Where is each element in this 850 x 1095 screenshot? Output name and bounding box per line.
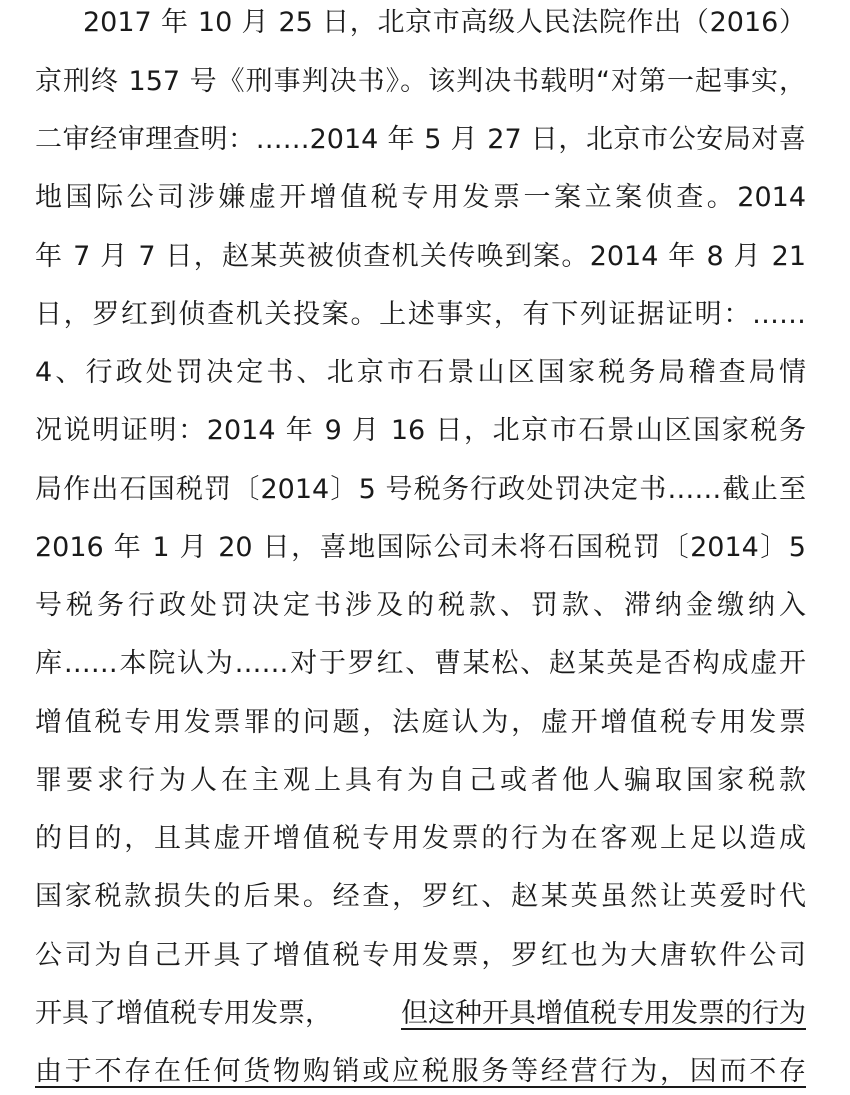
text-line-7: 4、行政处罚决定书、北京市石景山区国家税务局稽查局情	[35, 357, 806, 388]
text-line-12: 库……本院认为……对于罗红、曹某松、赵某英是否构成虚开	[35, 648, 806, 679]
text-line-11: 号税务行政处罚决定书涉及的税款、罚款、滞纳金缴纳入	[35, 590, 806, 621]
text-line-14: 罪要求行为人在主观上具有为自己或者他人骗取国家税款	[35, 765, 806, 796]
text-line-9: 局作出石国税罚〔2014〕5 号税务行政处罚决定书……截止至	[35, 474, 806, 505]
text-line-6: 日，罗红到侦查机关投案。上述事实，有下列证据证明：……	[35, 299, 806, 330]
text-line-2: 京刑终 157 号《刑事判决书》。该判决书载明“对第一起事实，	[35, 66, 806, 97]
text-line-13: 增值税专用发票罪的问题，法庭认为，虚开增值税专用发票	[35, 707, 806, 738]
text-line-17: 公司为自己开具了增值税专用发票，罗红也为大唐软件公司	[35, 940, 806, 971]
text-line-16: 国家税款损失的后果。经查，罗红、赵某英虽然让英爱时代	[35, 881, 806, 912]
text-line-3: 二审经审理查明：……2014 年 5 月 27 日，北京市公安局对喜	[35, 124, 806, 155]
text-line-8: 况说明证明：2014 年 9 月 16 日，北京市石景山区国家税务	[35, 415, 806, 446]
text-line-19-underlined: 由于不存在任何货物购销或应税服务等经营行为，因而不存	[35, 1056, 806, 1087]
text-line-18-plain: 开具了增值税专用发票，	[35, 998, 332, 1029]
text-line-5: 年 7 月 7 日，赵某英被侦查机关传唤到案。2014 年 8 月 21	[35, 241, 806, 272]
text-line-15: 的目的，且其虚开增值税专用发票的行为在客观上足以造成	[35, 823, 806, 854]
text-line-18-underlined: 但这种开具增值税专用发票的行为	[401, 998, 806, 1029]
text-line-4: 地国际公司涉嫌虚开增值税专用发票一案立案侦查。2014	[35, 182, 806, 213]
text-line-18	[0, 994, 850, 1034]
text-line-1: 2017 年 10 月 25 日，北京市高级人民法院作出（2016）	[83, 7, 806, 38]
text-line-10: 2016 年 1 月 20 日，喜地国际公司未将石国税罚〔2014〕5	[35, 532, 806, 563]
